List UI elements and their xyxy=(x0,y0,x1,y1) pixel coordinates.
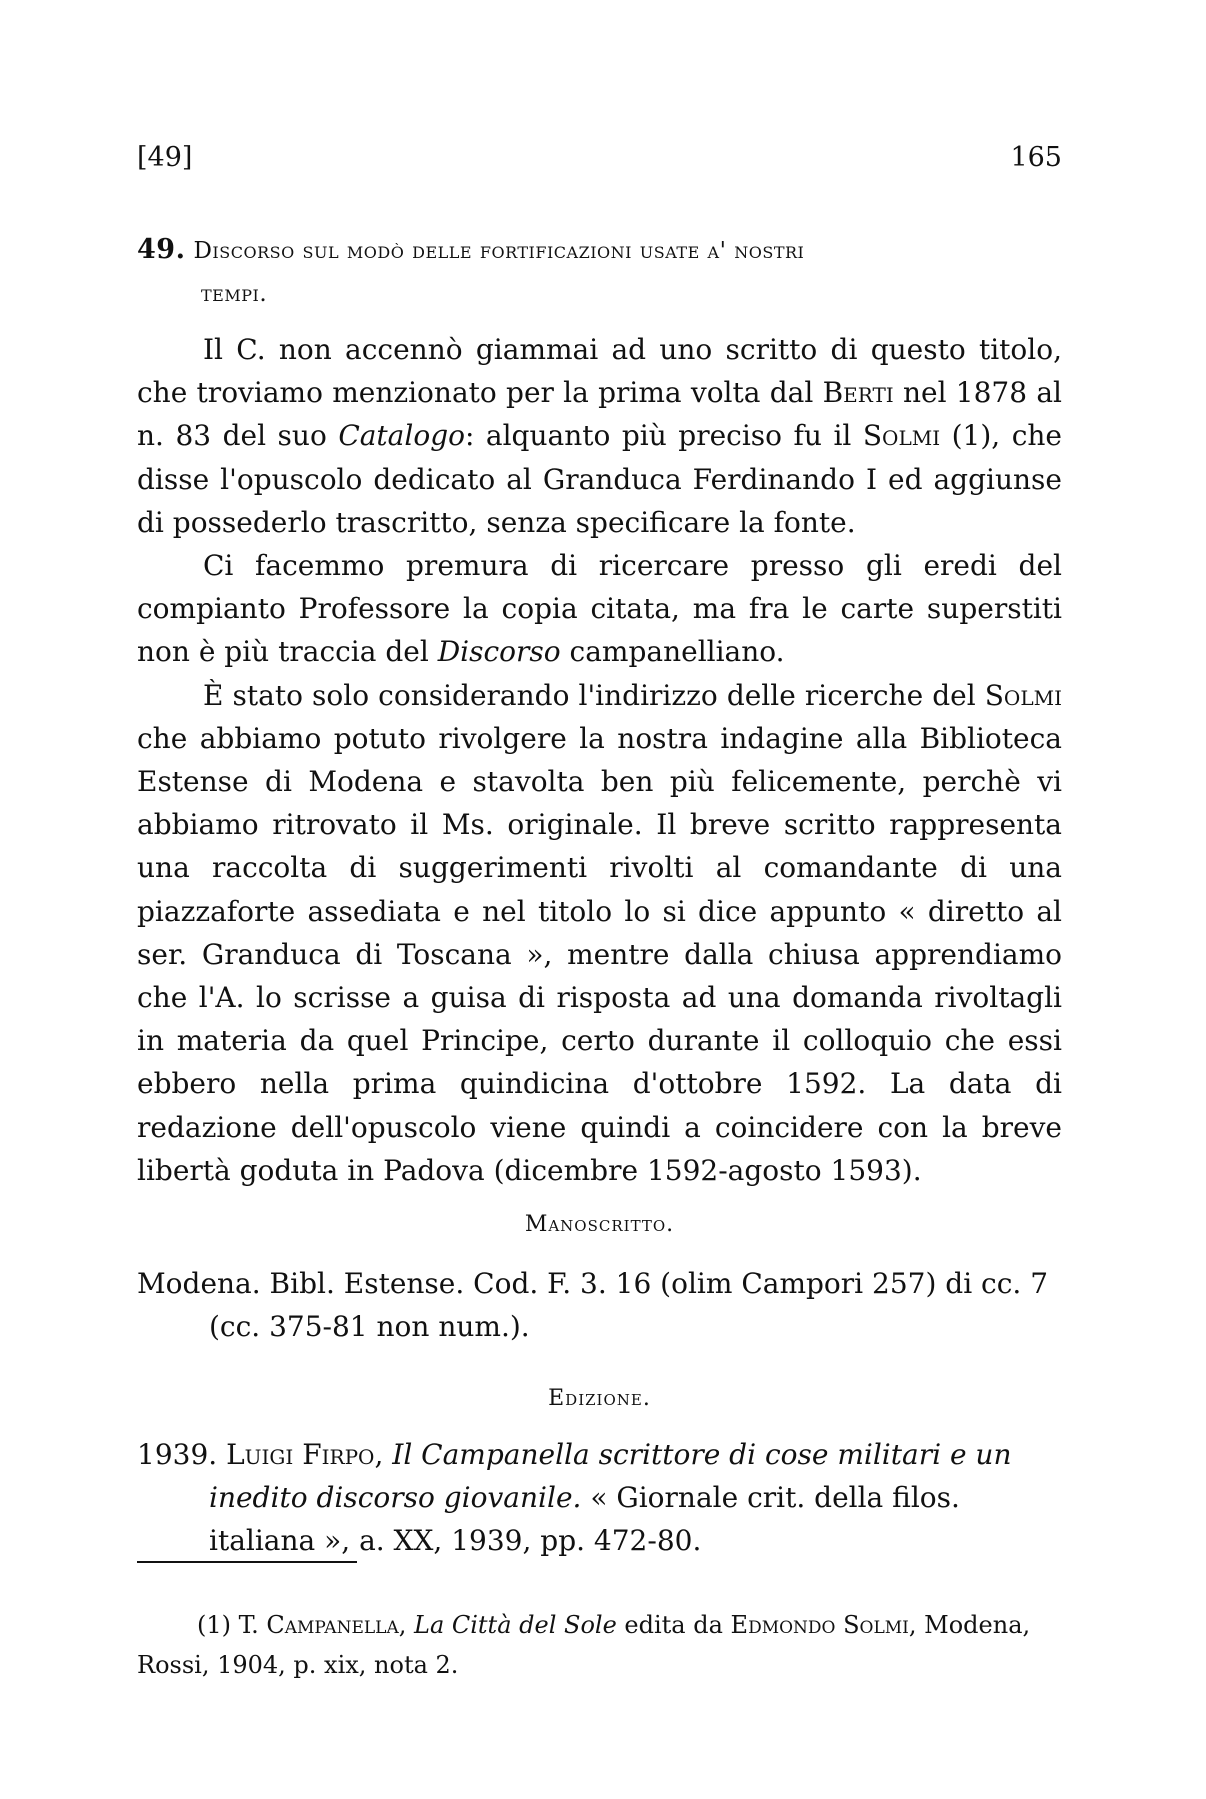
edition-entry xyxy=(137,1433,1062,1563)
author-name-berti: Berti xyxy=(822,376,894,410)
footnote-editor: Edmondo Solmi, xyxy=(730,1611,917,1639)
edition-title: Il Campanella scrittore di cose militari e un inedito discorso giovanile. xyxy=(209,1438,1012,1515)
paragraph-1 xyxy=(137,328,1062,544)
text-run: che abbiamo potuto rivolgere la nostra indagine alla Biblioteca Estense di Modena e stavolta ben più felicemente, perchè vi abbiamo ritrovato il Ms. originale. Il breve scritto rappresenta una raccolta di suggerimenti rivolti al comandante di una piazzaforte assediata e nel titolo lo si dice appunto « diretto al ser. Granduca di Toscana », mentre dalla chiusa apprendiamo che l'A. lo scrisse a guisa di risposta ad una domanda rivoltagli in materia da quel Principe, certo durante il colloquio che essi ebbero nella prima quindicina d'ottobre 1592. La data di redazione dell'opuscolo viene quindi a coincidere con la breve libertà goduta in Padova (dicembre 1592-agosto 1593). xyxy=(137,721,1062,1187)
edition-author: Luigi Firpo, xyxy=(226,1438,384,1471)
text-run: nel 1878 al n. 83 del suo xyxy=(137,376,1062,453)
text-run: È stato solo considerando l'indirizzo delle ricerche del xyxy=(203,678,985,712)
catalogo-title: Catalogo xyxy=(338,419,465,453)
edition-details: « Giornale crit. della filos. italiana », a. XX, 1939, pp. 472-80. xyxy=(209,1481,960,1558)
footnote xyxy=(137,1605,1062,1685)
paragraph-2 xyxy=(137,544,1062,674)
footnote-rule xyxy=(137,1561,357,1563)
text-run: Ci facemmo premura di ricercare presso gli eredi del compianto Professore la copia citata, ma fra le carte superstiti non è più traccia del xyxy=(137,549,1062,669)
author-name-solmi: Solmi xyxy=(984,678,1062,712)
text-run: : alquanto più preciso fu il xyxy=(464,419,863,453)
manuscript-heading: Manoscritto. xyxy=(524,1212,675,1237)
text-run: Modena, Rossi, 1904, p. xix, nota 2. xyxy=(137,1611,1031,1679)
text-run: edita da xyxy=(616,1611,731,1639)
discorso-title: Discorso xyxy=(437,635,561,669)
author-name-solmi: Solmi xyxy=(862,419,941,453)
footnote-marker: (1) xyxy=(197,1611,231,1639)
body-text xyxy=(137,328,1062,1192)
book-page xyxy=(137,0,1062,1799)
edition-year: 1939. xyxy=(137,1438,218,1471)
footnote-author: T. Campanella, xyxy=(238,1611,407,1639)
entry-title xyxy=(137,228,1062,316)
edition-heading: Edizione. xyxy=(548,1386,651,1411)
manuscript-entry: Modena. Bibl. Estense. Cod. F. 3. 16 (olim Campori 257) di cc. 7 (cc. 375-81 non num.). xyxy=(137,1267,1049,1344)
text-run: campanelliano. xyxy=(560,635,785,669)
entry-title-line-1: Discorso sul modò delle fortificazioni usate a' nostri xyxy=(193,238,805,264)
running-head xyxy=(137,142,1062,182)
entry-number: 49. xyxy=(137,234,186,265)
footnote-title: La Città del Sole xyxy=(414,1611,617,1639)
entry-title-line-2: tempi. xyxy=(201,281,268,307)
paragraph-3 xyxy=(137,674,1062,1192)
page-number: 165 xyxy=(1010,142,1062,173)
text-run: Il C. non accennò giammai ad uno scritto di questo titolo, che troviamo menzionato per la prima volta dal xyxy=(137,333,1062,410)
text-run: (1), che disse l'opuscolo dedicato al Granduca Ferdinando I ed aggiunse di possederlo trascritto, senza specificare la fonte. xyxy=(137,419,1062,539)
section-reference: [49] xyxy=(137,142,193,173)
